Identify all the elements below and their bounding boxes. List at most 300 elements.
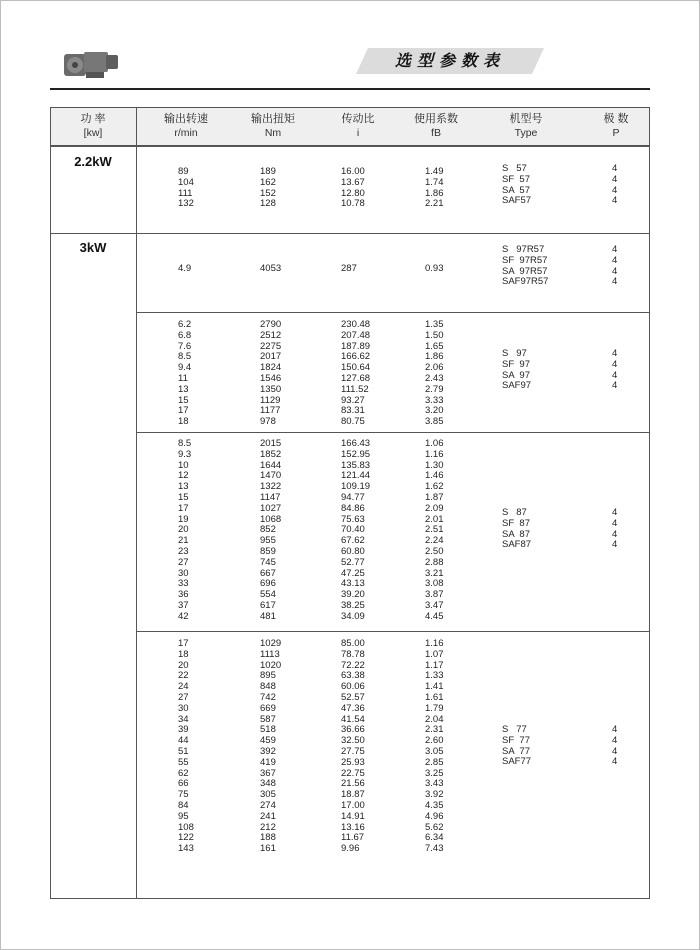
ratio-cell: 47.25: [341, 567, 365, 579]
service-factor-cell: 1.33: [425, 670, 444, 682]
torque-cell: 1147: [260, 491, 281, 503]
ratio-cell: 75.63: [341, 513, 365, 525]
poles-cell: 4: [612, 734, 618, 746]
ratio-cell: 166.62: [341, 351, 371, 363]
ratio-cell: 21.56: [341, 778, 365, 790]
speed-cell: 27: [178, 691, 189, 703]
service-factor-cell: 1.06: [425, 438, 444, 449]
header-power-label: 功 率: [80, 113, 106, 125]
ratio-column: [341, 639, 365, 855]
section-divider: [50, 233, 650, 234]
ratio-cell: 22.75: [341, 767, 365, 779]
service-factor-cell: 2.06: [425, 362, 444, 374]
speed-cell: 17: [178, 638, 189, 649]
torque-cell: 617: [260, 599, 276, 611]
service-factor-cell: 6.34: [425, 832, 444, 844]
type-column: [502, 245, 548, 288]
torque-cell: 1113: [260, 648, 280, 660]
header-service-factor-label: 使用系数: [414, 113, 458, 125]
speed-cell: 20: [178, 524, 189, 536]
speed-cell: 34: [178, 713, 189, 725]
header-divider: [50, 146, 650, 147]
type-cell: S 57: [502, 163, 527, 174]
type-cell: SF 57: [502, 173, 530, 185]
type-cell: SF 97R57: [502, 254, 548, 266]
service-factor-cell: 1.16: [425, 638, 444, 649]
torque-cell: 392: [260, 745, 276, 757]
service-factor-cell: 3.47: [425, 599, 444, 611]
ratio-cell: 111.52: [341, 383, 369, 395]
service-factor-cell: 3.43: [425, 778, 444, 790]
speed-cell: 6.2: [178, 319, 192, 330]
poles-cell: 4: [612, 517, 618, 529]
torque-cell: 587: [260, 713, 276, 725]
ratio-cell: 93.27: [341, 394, 365, 406]
header-ratio-unit: i: [356, 127, 360, 139]
service-factor-cell: 2.79: [425, 383, 444, 395]
ratio-cell: 32.50: [341, 735, 365, 747]
poles-cell: 4: [612, 745, 618, 757]
poles-cell: 4: [612, 358, 618, 370]
ratio-cell: 230.48: [341, 319, 371, 330]
type-cell: SA 97R57: [502, 265, 548, 277]
header-poles-label: 极 数: [603, 113, 629, 125]
header-torque-unit: Nm: [264, 127, 282, 139]
service-factor-cell: 2.01: [425, 513, 444, 525]
ratio-cell: 38.25: [341, 599, 365, 611]
service-factor-column: [425, 264, 444, 275]
type-column: [502, 349, 531, 392]
speed-cell: 13: [178, 383, 189, 395]
service-factor-cell: 3.25: [425, 767, 444, 779]
service-factor-column: [425, 320, 444, 428]
ratio-cell: 47.36: [341, 702, 365, 714]
header-service-factor-unit: fB: [431, 127, 441, 139]
type-cell: S 87: [502, 507, 527, 518]
ratio-cell: 27.75: [341, 745, 365, 757]
service-factor-cell: 2.88: [425, 556, 444, 568]
poles-cell: 4: [612, 348, 618, 359]
ratio-cell: 135.83: [341, 459, 371, 471]
header-torque-label: 输出扭矩: [251, 113, 295, 125]
ratio-cell: 36.66: [341, 724, 365, 736]
service-factor-cell: 2.85: [425, 756, 444, 768]
torque-cell: 367: [260, 767, 276, 779]
ratio-cell: 85.00: [341, 638, 365, 649]
speed-cell: 111: [178, 187, 193, 199]
torque-cell: 2275: [260, 340, 282, 352]
speed-cell: 39: [178, 724, 189, 736]
service-factor-column: [425, 639, 444, 855]
speed-cell: 11: [178, 372, 188, 384]
torque-cell: 978: [260, 416, 276, 428]
ratio-column: [341, 264, 357, 275]
speed-cell: 22: [178, 670, 189, 682]
torque-cell: 742: [260, 691, 276, 703]
ratio-cell: 78.78: [341, 648, 365, 660]
header-speed-label: 输出转速: [164, 113, 208, 125]
header-power-unit: [kw]: [83, 127, 103, 139]
ratio-cell: 152.95: [341, 448, 371, 460]
speed-cell: 6.8: [178, 329, 192, 341]
ratio-column: [341, 439, 370, 623]
power-label: 3kW: [79, 240, 107, 255]
type-column: [502, 725, 531, 768]
torque-cell: 1852: [260, 448, 282, 460]
service-factor-cell: 3.08: [425, 578, 444, 590]
service-factor-cell: 1.79: [425, 702, 444, 714]
service-factor-cell: 2.60: [425, 735, 444, 747]
type-cell: SAF87: [502, 539, 532, 551]
header-poles: [578, 112, 654, 140]
ratio-cell: 34.09: [341, 610, 365, 622]
service-factor-cell: 1.74: [425, 176, 444, 188]
service-factor-cell: 3.33: [425, 394, 444, 406]
torque-cell: 554: [260, 589, 276, 601]
service-factor-cell: 1.61: [425, 691, 444, 703]
service-factor-cell: 4.45: [425, 610, 444, 622]
service-factor-cell: 1.49: [425, 166, 444, 177]
header-service-factor: [398, 112, 474, 140]
speed-cell: 30: [178, 567, 189, 579]
ratio-cell: 14.91: [341, 810, 365, 822]
header-speed-unit: r/min: [174, 127, 198, 139]
speed-column: [178, 167, 194, 210]
service-factor-cell: 3.05: [425, 745, 444, 757]
type-cell: SAF77: [502, 756, 532, 768]
service-factor-cell: 7.43: [425, 843, 444, 855]
speed-cell: 51: [178, 745, 189, 757]
service-factor-cell: 1.35: [425, 319, 444, 330]
service-factor-cell: 1.87: [425, 491, 444, 503]
ratio-cell: 25.93: [341, 756, 365, 768]
header-power: [50, 112, 136, 140]
poles-column: [612, 725, 617, 768]
speed-cell: 89: [178, 166, 189, 177]
service-factor-cell: 1.86: [425, 351, 444, 363]
speed-cell: 27: [178, 556, 189, 568]
ratio-cell: 52.57: [341, 691, 365, 703]
ratio-cell: 9.96: [341, 843, 360, 855]
ratio-cell: 17.00: [341, 799, 365, 811]
speed-cell: 12: [178, 470, 189, 482]
service-factor-cell: 1.65: [425, 340, 444, 352]
ratio-cell: 60.80: [341, 545, 365, 557]
torque-cell: 1322: [260, 481, 282, 493]
service-factor-cell: 1.17: [425, 659, 444, 671]
torque-cell: 274: [260, 799, 276, 811]
ratio-cell: 67.62: [341, 535, 365, 547]
torque-cell: 2017: [260, 351, 282, 363]
service-factor-cell: 1.41: [425, 681, 444, 693]
ratio-cell: 121.44: [341, 470, 371, 482]
service-factor-cell: 2.24: [425, 535, 444, 547]
torque-column: [260, 167, 276, 210]
torque-cell: 955: [260, 535, 276, 547]
poles-cell: 4: [612, 276, 618, 288]
speed-cell: 37: [178, 599, 189, 611]
ratio-cell: 109.19: [341, 481, 371, 493]
speed-cell: 75: [178, 789, 189, 801]
service-factor-cell: 2.31: [425, 724, 444, 736]
torque-cell: 1068: [260, 513, 282, 525]
torque-cell: 1644: [260, 459, 282, 471]
poles-cell: 4: [612, 195, 618, 207]
type-column: [502, 164, 531, 207]
service-factor-column: [425, 439, 444, 623]
torque-cell: 162: [260, 176, 276, 188]
power-label: 2.2kW: [74, 154, 112, 169]
torque-cell: 1029: [260, 638, 282, 649]
service-factor-cell: 1.30: [425, 459, 444, 471]
speed-column: [178, 439, 191, 623]
ratio-cell: 127.68: [341, 372, 371, 384]
poles-column: [612, 164, 617, 207]
service-factor-cell: 1.16: [425, 448, 444, 460]
service-factor-column: [425, 167, 444, 210]
speed-column: [178, 639, 194, 855]
power-column-divider: [136, 107, 137, 899]
ratio-cell: 18.87: [341, 789, 365, 801]
torque-column: [260, 264, 281, 275]
poles-cell: 4: [612, 184, 618, 196]
torque-cell: 696: [260, 578, 276, 590]
torque-cell: 1129: [260, 394, 281, 406]
service-factor-cell: 3.92: [425, 789, 444, 801]
service-factor-cell: 2.43: [425, 372, 444, 384]
speed-cell: 7.6: [178, 340, 192, 352]
ratio-cell: 84.86: [341, 502, 365, 514]
service-factor-cell: 3.20: [425, 405, 444, 417]
header-rule: [50, 88, 650, 90]
header-poles-unit: P: [612, 127, 620, 139]
ratio-cell: 10.78: [341, 198, 365, 210]
ratio-cell: 52.77: [341, 556, 365, 568]
ratio-cell: 63.38: [341, 670, 365, 682]
poles-cell: 4: [612, 724, 618, 735]
ratio-column: [341, 167, 365, 210]
ratio-cell: 287: [341, 263, 357, 274]
speed-cell: 108: [178, 821, 194, 833]
service-factor-cell: 2.21: [425, 198, 444, 210]
type-cell: SAF57: [502, 195, 532, 207]
speed-cell: 4.9: [178, 263, 192, 274]
section-divider: [136, 312, 650, 313]
torque-cell: 2512: [260, 329, 282, 341]
torque-cell: 4053: [260, 263, 282, 274]
speed-cell: 132: [178, 198, 194, 210]
type-cell: SA 77: [502, 745, 530, 757]
speed-cell: 24: [178, 681, 189, 693]
type-column: [502, 508, 531, 551]
torque-cell: 161: [260, 843, 276, 855]
torque-cell: 1470: [260, 470, 282, 482]
torque-cell: 852: [260, 524, 276, 536]
service-factor-cell: 4.96: [425, 810, 444, 822]
torque-column: [260, 320, 281, 428]
speed-cell: 44: [178, 735, 189, 747]
torque-cell: 241: [260, 810, 276, 822]
speed-cell: 13: [178, 481, 189, 493]
speed-cell: 19: [178, 513, 189, 525]
torque-cell: 1546: [260, 372, 282, 384]
speed-cell: 9.3: [178, 448, 192, 460]
speed-cell: 143: [178, 843, 194, 855]
torque-cell: 212: [260, 821, 276, 833]
speed-cell: 9.4: [178, 362, 192, 374]
type-cell: SAF97R57: [502, 276, 549, 288]
service-factor-cell: 2.09: [425, 502, 444, 514]
service-factor-cell: 0.93: [425, 263, 444, 274]
service-factor-cell: 2.50: [425, 545, 444, 557]
service-factor-cell: 1.86: [425, 187, 444, 199]
header-speed: [148, 112, 224, 140]
poles-cell: 4: [612, 163, 618, 174]
torque-cell: 745: [260, 556, 276, 568]
ratio-cell: 43.13: [341, 578, 365, 590]
type-cell: SA 87: [502, 528, 530, 540]
poles-cell: 4: [612, 244, 618, 255]
torque-cell: 848: [260, 681, 276, 693]
service-factor-cell: 4.35: [425, 799, 444, 811]
torque-cell: 1824: [260, 362, 282, 374]
speed-column: [178, 320, 191, 428]
torque-cell: 667: [260, 567, 276, 579]
speed-column: [178, 264, 191, 275]
torque-cell: 1027: [260, 502, 282, 514]
speed-cell: 10: [178, 459, 189, 471]
ratio-cell: 11.67: [341, 832, 365, 844]
torque-cell: 419: [260, 756, 276, 768]
speed-cell: 30: [178, 702, 189, 714]
ratio-cell: 166.43: [341, 438, 371, 449]
poles-cell: 4: [612, 507, 618, 518]
poles-cell: 4: [612, 528, 618, 540]
speed-cell: 18: [178, 648, 189, 660]
speed-cell: 95: [178, 810, 189, 822]
gear-motor-icon: [62, 46, 122, 82]
torque-cell: 152: [260, 187, 276, 199]
speed-cell: 104: [178, 176, 194, 188]
section-divider: [136, 432, 650, 433]
ratio-cell: 60.06: [341, 681, 365, 693]
header-type: [488, 112, 564, 140]
type-cell: S 97: [502, 348, 527, 359]
torque-cell: 189: [260, 166, 276, 177]
service-factor-cell: 2.51: [425, 524, 444, 536]
type-cell: SAF97: [502, 380, 532, 392]
ratio-cell: 80.75: [341, 416, 365, 428]
ratio-cell: 41.54: [341, 713, 365, 725]
service-factor-cell: 1.46: [425, 470, 444, 482]
torque-cell: 128: [260, 198, 276, 210]
service-factor-cell: 3.85: [425, 416, 444, 428]
poles-column: [612, 245, 617, 288]
service-factor-cell: 3.87: [425, 589, 444, 601]
ratio-cell: 187.89: [341, 340, 371, 352]
header-torque: [235, 112, 311, 140]
speed-cell: 8.5: [178, 351, 192, 363]
torque-cell: 459: [260, 735, 276, 747]
page-title: 选型参数表: [394, 51, 505, 70]
speed-cell: 15: [178, 491, 189, 503]
speed-cell: 42: [178, 610, 189, 622]
poles-column: [612, 349, 617, 392]
ratio-cell: 12.80: [341, 187, 365, 199]
torque-cell: 2790: [260, 319, 282, 330]
speed-cell: 17: [178, 502, 189, 514]
torque-cell: 859: [260, 545, 276, 557]
type-cell: SA 97: [502, 369, 530, 381]
torque-cell: 305: [260, 789, 276, 801]
torque-cell: 348: [260, 778, 276, 790]
service-factor-cell: 5.62: [425, 821, 444, 833]
type-cell: SF 87: [502, 517, 530, 529]
ratio-cell: 207.48: [341, 329, 371, 341]
ratio-cell: 39.20: [341, 589, 365, 601]
speed-cell: 62: [178, 767, 189, 779]
speed-cell: 84: [178, 799, 189, 811]
header-ratio-label: 传动比: [341, 113, 375, 125]
torque-cell: 669: [260, 702, 276, 714]
service-factor-cell: 2.04: [425, 713, 444, 725]
torque-cell: 518: [260, 724, 276, 736]
service-factor-cell: 1.07: [425, 648, 444, 660]
torque-cell: 1350: [260, 383, 282, 395]
speed-cell: 15: [178, 394, 189, 406]
speed-cell: 66: [178, 778, 189, 790]
speed-cell: 20: [178, 659, 189, 671]
service-factor-cell: 3.21: [425, 567, 444, 579]
ratio-cell: 83.31: [341, 405, 365, 417]
header-ratio: [320, 112, 396, 140]
torque-cell: 1020: [260, 659, 282, 671]
torque-cell: 895: [260, 670, 276, 682]
speed-cell: 17: [178, 405, 189, 417]
ratio-cell: 13.67: [341, 176, 365, 188]
poles-cell: 4: [612, 265, 618, 277]
poles-cell: 4: [612, 254, 618, 266]
type-cell: SA 57: [502, 184, 530, 196]
speed-cell: 18: [178, 416, 189, 428]
speed-cell: 36: [178, 589, 189, 601]
type-cell: S 97R57: [502, 244, 545, 255]
torque-column: [260, 639, 281, 855]
torque-column: [260, 439, 281, 623]
poles-column: [612, 508, 617, 551]
service-factor-cell: 1.50: [425, 329, 444, 341]
type-cell: S 77: [502, 724, 527, 735]
speed-cell: 33: [178, 578, 189, 590]
poles-cell: 4: [612, 539, 618, 551]
torque-cell: 188: [260, 832, 276, 844]
torque-cell: 481: [260, 610, 276, 622]
service-factor-cell: 1.62: [425, 481, 444, 493]
poles-cell: 4: [612, 369, 618, 381]
ratio-column: [341, 320, 370, 428]
poles-cell: 4: [612, 380, 618, 392]
speed-cell: 122: [178, 832, 194, 844]
speed-cell: 21: [178, 535, 189, 547]
type-cell: SF 77: [502, 734, 530, 746]
ratio-cell: 16.00: [341, 166, 365, 177]
section-divider: [136, 631, 650, 632]
type-cell: SF 97: [502, 358, 530, 370]
speed-cell: 8.5: [178, 438, 192, 449]
poles-cell: 4: [612, 173, 618, 185]
speed-cell: 55: [178, 756, 189, 768]
torque-cell: 1177: [260, 405, 281, 417]
